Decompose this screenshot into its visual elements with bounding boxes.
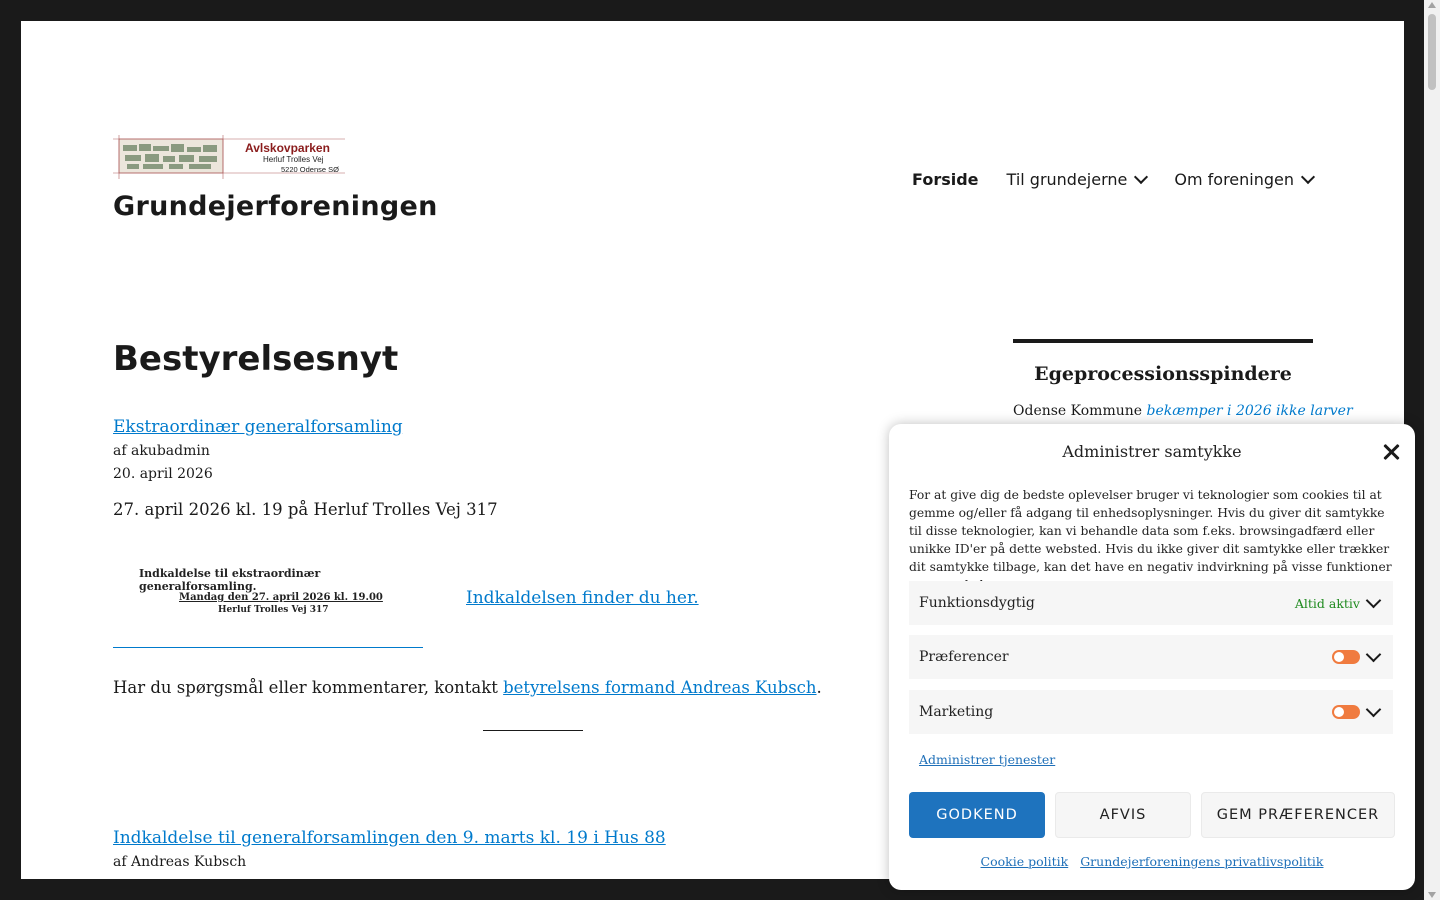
- svg-text:Avlskovparken: Avlskovparken: [245, 141, 330, 155]
- preferences-toggle[interactable]: [1332, 650, 1360, 664]
- nav-item-forside[interactable]: [912, 170, 978, 189]
- consent-row-label: Funktionsdygtig: [919, 595, 1035, 611]
- manage-services-link[interactable]: Administrer tjenester: [919, 752, 1056, 767]
- chevron-down-icon[interactable]: [1134, 170, 1148, 184]
- widget-divider: [1013, 339, 1313, 343]
- consent-dialog: [889, 424, 1415, 890]
- scrollbar-thumb[interactable]: [1428, 14, 1436, 90]
- cookie-policy-link[interactable]: Cookie politik: [980, 854, 1069, 869]
- nav-item-label: Til grundejerne: [1006, 170, 1128, 189]
- nav-item-label: Om foreningen: [1174, 170, 1294, 189]
- post-date: 20. april 2026: [113, 466, 213, 482]
- consent-row-functional[interactable]: [909, 581, 1393, 625]
- contact-prefix: Har du spørgsmål eller kommentarer, kontakt: [113, 678, 504, 697]
- widget-text: [1013, 403, 1353, 419]
- post-title-link[interactable]: Ekstraordinær generalforsamling: [113, 417, 403, 437]
- scroll-down-icon[interactable]: [1428, 892, 1436, 898]
- chevron-down-icon[interactable]: [1301, 170, 1315, 184]
- invitation-image-line1: Indkaldelse til ekstraordinær generalforsamling.: [139, 567, 321, 593]
- chevron-down-icon[interactable]: [1366, 702, 1382, 718]
- consent-footer-links: [889, 854, 1415, 869]
- consent-title: Administrer samtykke: [1062, 442, 1242, 461]
- svg-text:5220 Odense SØ: 5220 Odense SØ: [281, 165, 339, 174]
- close-icon[interactable]: [1381, 442, 1401, 462]
- contact-paragraph: [113, 678, 822, 697]
- invitation-image[interactable]: [113, 561, 423, 648]
- nav-item-label: Forside: [912, 170, 979, 189]
- invitation-image-line2: Mandag den 27. april 2026 kl. 19.00: [179, 592, 383, 603]
- separator: [483, 730, 583, 731]
- widget-link[interactable]: bekæmper i 2026 ikke larver: [1146, 403, 1353, 419]
- page-title: Bestyrelsesnyt: [113, 339, 399, 379]
- consent-row-label: Marketing: [919, 704, 994, 720]
- nav-item-om-foreningen[interactable]: [1174, 170, 1313, 189]
- always-active-label: Altid aktiv: [1294, 595, 1360, 611]
- post-author: af akubadmin: [113, 443, 210, 459]
- post-author: af Andreas Kubsch: [113, 854, 247, 870]
- site-title[interactable]: Grundejerforeningen: [113, 191, 438, 222]
- sidebar-widget: [1013, 339, 1353, 419]
- invitation-link[interactable]: Indkaldelsen finder du her.: [466, 588, 699, 608]
- scroll-up-icon[interactable]: [1428, 2, 1436, 8]
- widget-text-prefix: Odense Kommune: [1013, 403, 1147, 419]
- contact-suffix: .: [816, 678, 822, 697]
- main-navigation: [884, 170, 1313, 189]
- post-title-link[interactable]: Indkaldelse til generalforsamlingen den 9. marts kl. 19 i Hus 88: [113, 828, 666, 848]
- consent-row-label: Præferencer: [919, 649, 1009, 665]
- chevron-down-icon[interactable]: [1366, 593, 1382, 609]
- chairman-contact-link[interactable]: betyrelsens formand Andreas Kubsch: [503, 678, 817, 697]
- page-scrollbar[interactable]: [1424, 0, 1440, 900]
- widget-title: Egeprocessionsspindere: [1034, 363, 1292, 385]
- invitation-image-line3: Herluf Trolles Vej 317: [218, 605, 329, 615]
- consent-row-preferences[interactable]: [909, 635, 1393, 679]
- chevron-down-icon[interactable]: [1366, 647, 1382, 663]
- consent-text: For at give dig de bedste oplevelser bruger vi teknologier som cookies til at gemme og/eller få adgang til enhedsoplysninger. Hvis du giver dit samtykke til disse teknologier, kan vi behandle data som f.eks. browsingadfærd eller unikke ID'er på dette websted. Hvis du ikke giver dit samtykke eller trækker dit samtykke tilbage, kan det have en negativ indvirkning på visse funktioner: [909, 488, 1392, 574]
- svg-text:Herluf Trolles Vej: Herluf Trolles Vej: [263, 155, 324, 164]
- post-intro: 27. april 2026 kl. 19 på Herluf Trolles Vej 317: [113, 500, 498, 519]
- nav-item-til-grundejerne[interactable]: [1007, 170, 1147, 189]
- deny-button[interactable]: AFVIS: [1055, 792, 1191, 838]
- site-logo[interactable]: [113, 135, 345, 179]
- privacy-policy-link[interactable]: Grundejerforeningens privatlivspolitik: [1080, 854, 1324, 869]
- marketing-toggle[interactable]: [1332, 705, 1360, 719]
- save-preferences-button[interactable]: GEM PRÆFERENCER: [1201, 792, 1395, 838]
- consent-row-marketing[interactable]: [909, 690, 1393, 734]
- accept-button[interactable]: GODKEND: [909, 792, 1045, 838]
